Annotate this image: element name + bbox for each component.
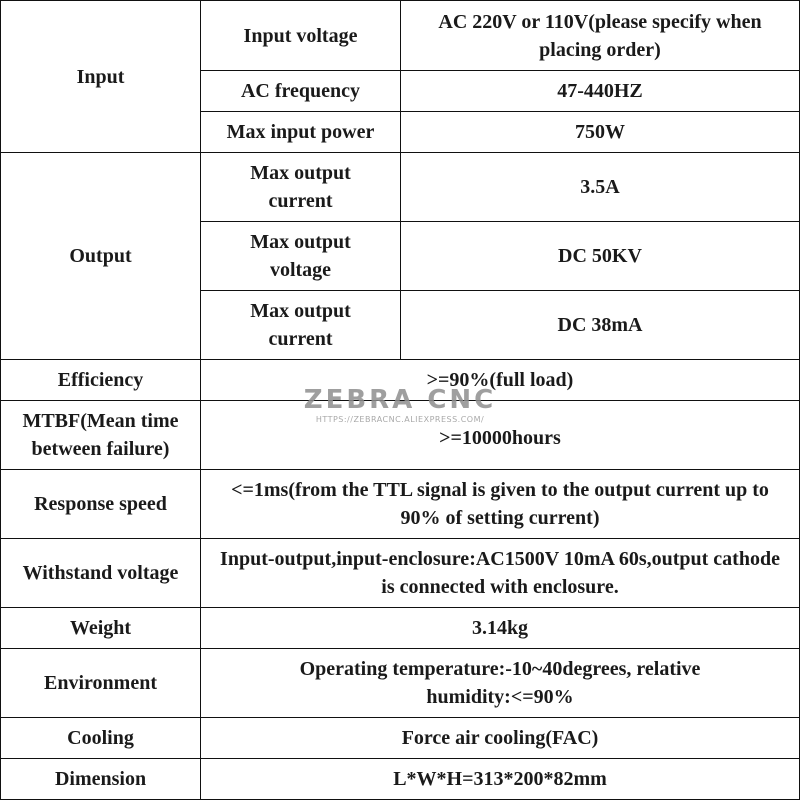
- watermark-url: HTTPS://ZEBRACNC.ALIEXPRESS.COM/: [315, 415, 485, 424]
- watermark-brand: ZEBRA CNC: [303, 385, 497, 415]
- table-row: [1, 153, 800, 222]
- output-group-label: Output: [1, 153, 201, 360]
- table-row: [1, 608, 800, 649]
- table-row: [1, 1, 800, 71]
- weight-label: Weight: [1, 608, 201, 649]
- withstand-voltage-value: Input-output,input-enclosure:AC1500V 10mA 60s,output cathode is connected with enclosure.: [201, 539, 800, 608]
- dimension-value: L*W*H=313*200*82mm: [201, 759, 800, 800]
- table-row: [1, 718, 800, 759]
- ac-frequency-value: 47-440HZ: [401, 71, 800, 112]
- max-input-power-value: 750W: [401, 112, 800, 153]
- cooling-label: Cooling: [1, 718, 201, 759]
- weight-value: 3.14kg: [201, 608, 800, 649]
- max-output-current-label: Max output current: [201, 153, 401, 222]
- efficiency-label: Efficiency: [1, 360, 201, 401]
- max-output-voltage-value: DC 50KV: [401, 222, 800, 291]
- table-row: [1, 759, 800, 800]
- max-output-current-2-label: Max output current: [201, 291, 401, 360]
- table-row: [1, 649, 800, 718]
- table-row: [1, 539, 800, 608]
- ac-frequency-label: AC frequency: [201, 71, 401, 112]
- input-voltage-value: AC 220V or 110V(please specify when placing order): [401, 1, 800, 71]
- withstand-voltage-label: Withstand voltage: [1, 539, 201, 608]
- max-output-current-2-value: DC 38mA: [401, 291, 800, 360]
- environment-value: Operating temperature:-10~40degrees, relative humidity:<=90%: [201, 649, 800, 718]
- input-voltage-label: Input voltage: [201, 1, 401, 71]
- response-speed-value: <=1ms(from the TTL signal is given to the output current up to 90% of setting current): [201, 470, 800, 539]
- mtbf-value: >=10000hours: [201, 401, 800, 470]
- table-row: [1, 360, 800, 401]
- dimension-label: Dimension: [1, 759, 201, 800]
- max-output-voltage-label: Max output voltage: [201, 222, 401, 291]
- max-input-power-label: Max input power: [201, 112, 401, 153]
- efficiency-value: >=90%(full load): [201, 360, 800, 401]
- response-speed-label: Response speed: [1, 470, 201, 539]
- max-output-current-value: 3.5A: [401, 153, 800, 222]
- environment-label: Environment: [1, 649, 201, 718]
- table-row: [1, 470, 800, 539]
- cooling-value: Force air cooling(FAC): [201, 718, 800, 759]
- mtbf-label: MTBF(Mean time between failure): [1, 401, 201, 470]
- table-row: [1, 401, 800, 470]
- input-group-label: Input: [1, 1, 201, 153]
